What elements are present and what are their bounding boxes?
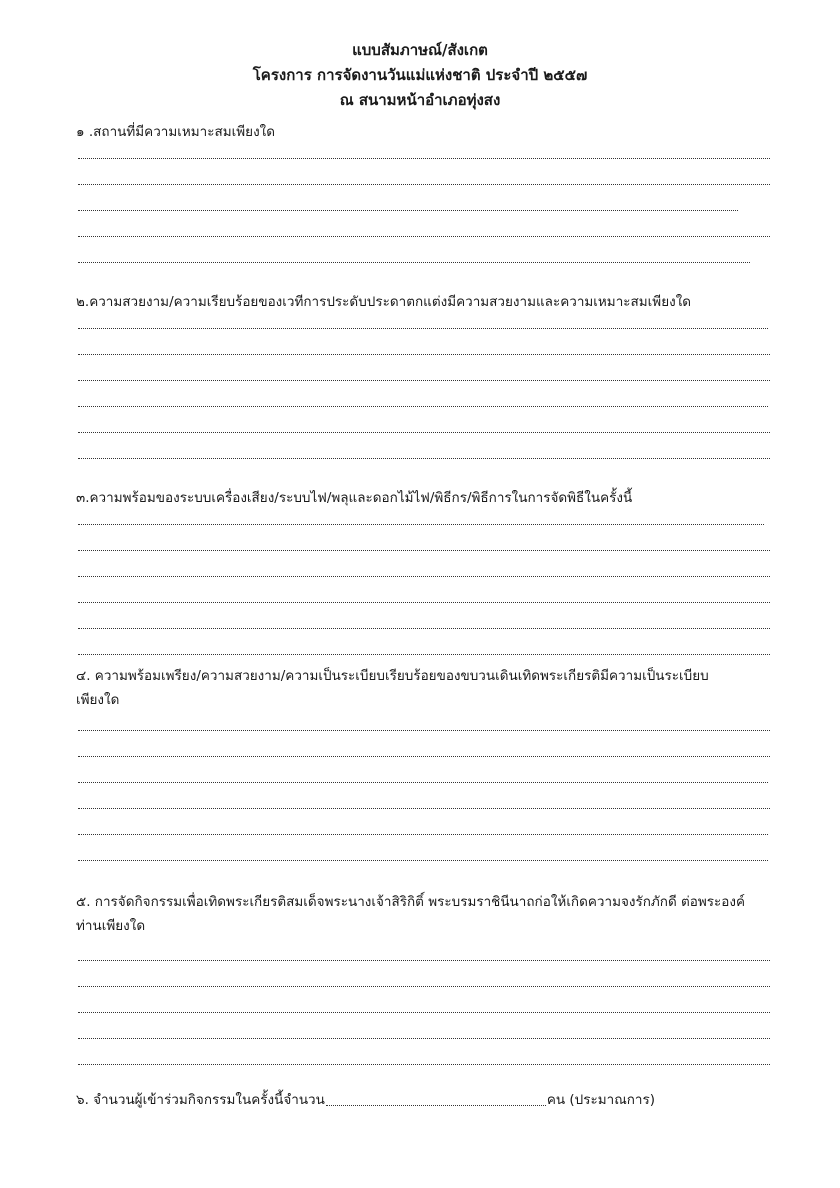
answer-line[interactable] <box>78 960 770 961</box>
answer-line[interactable] <box>78 550 770 551</box>
location-title: ณ สนามหน้าอำเภอทุ่งสง <box>339 91 501 109</box>
answer-line[interactable] <box>78 328 768 329</box>
answer-line[interactable] <box>78 628 770 629</box>
answer-line[interactable] <box>78 654 770 655</box>
answer-line[interactable] <box>78 756 770 757</box>
question-5-text-cont: ท่านเพียงใด <box>76 918 146 934</box>
answer-line[interactable] <box>78 458 770 459</box>
question-4-text-cont: เพียงใด <box>76 692 120 708</box>
question-3-text: ๓.ความพร้อมของระบบเครื่องเสียง/ระบบไฟ/พลุและดอกไม้ไฟ/พิธีกร/พิธีการในการจัดพิธีในครั้งนี้ <box>76 490 633 506</box>
answer-line[interactable] <box>78 1038 770 1039</box>
answer-line[interactable] <box>78 1012 770 1013</box>
answer-line[interactable] <box>78 576 770 577</box>
question-2-text: ๒.ความสวยงาม/ความเรียบร้อยของเวทีการประดับประดาตกแต่งมีความสวยงามและความเหมาะสมเพียงใด <box>76 294 692 310</box>
question-1-text: ๑ .สถานที่มีความเหมาะสมเพียงใด <box>76 124 276 140</box>
question-6-row <box>76 1088 776 1112</box>
answer-line[interactable] <box>78 782 768 783</box>
answer-line[interactable] <box>78 236 770 237</box>
answer-line[interactable] <box>78 834 768 835</box>
question-5-text: ๕. การจัดกิจกรรมเพื่อเทิดพระเกียรติสมเด็จพระนางเจ้าสิริกิติ์ พระบรมราชินีนาถก่อให้เกิดความจงรักภักดี ต่อพระองค์ <box>76 894 746 910</box>
answer-line[interactable] <box>78 524 764 525</box>
answer-line[interactable] <box>78 210 738 211</box>
answer-line[interactable] <box>78 730 770 731</box>
participant-count-field[interactable] <box>326 1105 546 1106</box>
form-title: แบบสัมภาษณ์/สังเกต <box>352 41 488 59</box>
answer-line[interactable] <box>78 184 770 185</box>
project-title: โครงการ การจัดงานวันแม่แห่งชาติ ประจำปี ๒๕๕๗ <box>252 66 588 84</box>
answer-line[interactable] <box>78 1064 770 1065</box>
answer-line[interactable] <box>78 432 770 433</box>
answer-line[interactable] <box>78 158 770 159</box>
question-6-text: ๖. จำนวนผู้เข้าร่วมกิจกรรมในครั้งนี้จำนวน <box>76 1092 325 1108</box>
answer-line[interactable] <box>78 986 770 987</box>
answer-line[interactable] <box>78 602 770 603</box>
question-6-suffix: คน (ประมาณการ) <box>546 1092 656 1108</box>
question-4-text: ๔. ความพร้อมเพรียง/ความสวยงาม/ความเป็นระเบียบเรียบร้อยของขบวนเดินเทิดพระเกียรติมีความเป็นระเบียบ <box>76 668 709 684</box>
answer-line[interactable] <box>78 808 770 809</box>
answer-line[interactable] <box>78 262 750 263</box>
answer-line[interactable] <box>78 406 768 407</box>
answer-line[interactable] <box>78 860 768 861</box>
answer-line[interactable] <box>78 380 770 381</box>
answer-line[interactable] <box>78 354 770 355</box>
